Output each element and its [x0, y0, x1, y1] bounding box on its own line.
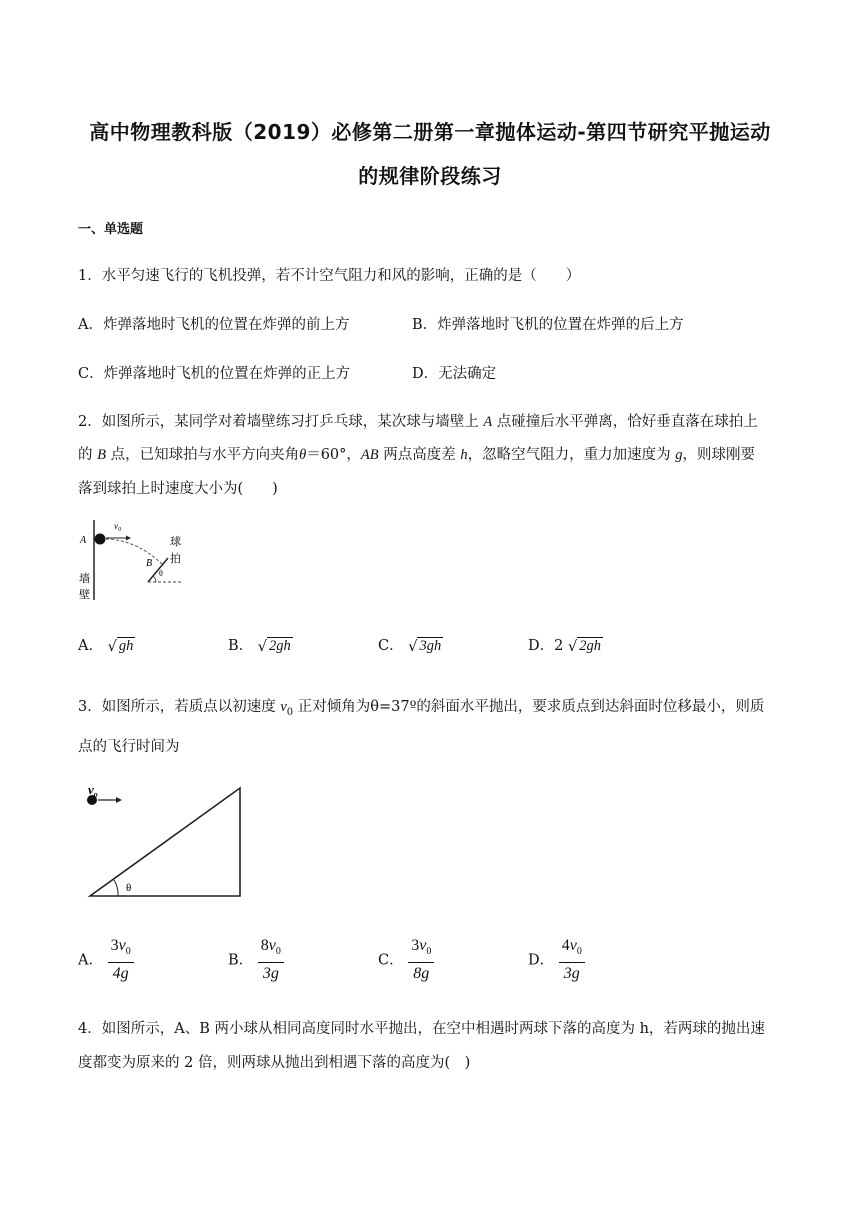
q3-fig-v0-label: $v_o$: [88, 782, 98, 799]
section-heading: 一、单选题: [78, 222, 144, 237]
q2-option-a: A． √ gh: [78, 638, 134, 655]
q2-wall-paddle-figure: [76, 518, 188, 602]
q3-option-b: B． $\frac{8v_0}{3g}$: [228, 936, 284, 985]
q2-option-b: B． √ 2gh: [228, 638, 291, 655]
q3-fig-theta-label: θ: [126, 882, 132, 894]
q2-stem-line-1: 2．如图所示，某同学对着墙壁练习打乒乓球，某次球与墙壁上 A 点碰撞后水平弹离，恰好垂直落在球拍上: [78, 414, 758, 430]
page-title-line-2: 的规律阶段练习: [358, 164, 502, 188]
q2-fig-b-label: B: [146, 558, 153, 569]
page-title-line-1: 高中物理教科版（2019）必修第二册第一章抛体运动-第四节研究平抛运动: [89, 120, 771, 144]
q3-option-a: A． $\frac{3v_0}{4g}$: [78, 936, 134, 985]
q2-fig-qiu-label: 球: [170, 535, 181, 548]
q2-stem-line-3: 落到球拍上时速度大小为( ): [78, 481, 278, 497]
q4-stem-line-1: 4．如图所示，A、B 两小球从相同高度同时水平抛出，在空中相遇时两球下落的高度为 h，若两球的抛出速: [78, 1021, 765, 1037]
q4-stem-line-2: 度都变为原来的 2 倍，则两球从抛出到相遇下落的高度为( ): [78, 1055, 471, 1071]
q2-stem-line-2: 的 B 点，已知球拍与水平方向夹角θ＝60°，AB 两点高度差 h，忽略空气阻力，重力加速度为 g，则球刚要: [78, 447, 755, 463]
q3-incline-figure: [78, 782, 248, 902]
q3-option-d: D． $\frac{4v_0}{3g}$: [528, 936, 585, 985]
q1-option-d: D．无法确定: [412, 366, 497, 382]
q2-fig-theta-label: θ: [159, 569, 163, 578]
q1-option-b: B．炸弹落地时飞机的位置在炸弹的后上方: [412, 317, 684, 333]
q2-fig-v0-label: $v_0$: [114, 521, 121, 533]
q2-fig-pai-label: 拍: [170, 552, 181, 565]
q1-option-c: C．炸弹落地时飞机的位置在炸弹的正上方: [78, 366, 351, 382]
q2-fig-bi-label: 壁: [79, 588, 90, 601]
q1-stem: 1．水平匀速飞行的飞机投弹，若不计空气阻力和风的影响，正确的是（ ）: [78, 268, 581, 284]
q1-option-a: A．炸弹落地时飞机的位置在炸弹的前上方: [78, 317, 350, 333]
q2-fig-qiang-label: 墙: [79, 572, 90, 585]
q2-option-c: C． √ 3gh: [378, 638, 442, 655]
q3-option-c: C． $\frac{3v_0}{8g}$: [378, 936, 434, 985]
q3-stem-line-2: 点的飞行时间为: [78, 739, 180, 755]
q2-option-d: D．2 √ 2gh: [528, 638, 601, 655]
q2-fig-a-label: A: [80, 535, 87, 546]
q3-stem-line-1: 3．如图所示，若质点以初速度 $v_0$ 正对倾角为θ=37º的斜面水平抛出，要求质点到达斜面时位移最小，则质: [78, 699, 765, 718]
